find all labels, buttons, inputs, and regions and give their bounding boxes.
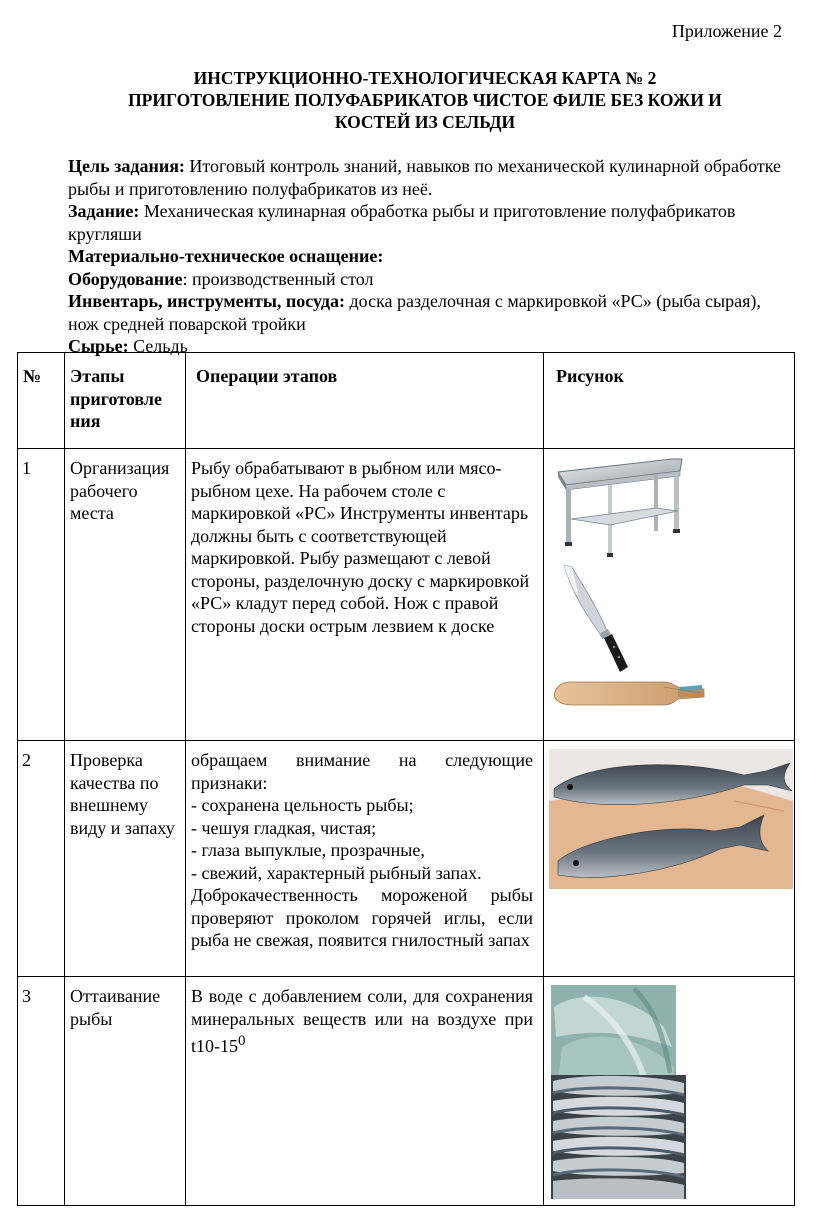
steel-work-table-image [544,449,795,741]
ops-item: - глаза выпуклые, прозрачные, [191,840,425,860]
raw-label: Сырье: [68,336,129,356]
task-paragraph [68,200,788,245]
stage-cell: Оттаивание рыбы [65,977,186,1206]
row-number: 2 [18,741,65,977]
degree-superscript: 0 [238,1033,246,1049]
operations-cell: Рыбу обрабатывают в рыбном или мясо-рыбном цехе. На рабочем столе с маркировкой «РС» Инструменты инвентарь должны быть с соответствующей маркировкой. Рыбу размещают с левой стороны, разделочную доску с маркировкой «РС» кладут перед собой. Нож с правой стороны доски острым лезвием к доске [186,449,544,741]
table-header-row [18,353,795,449]
ops-intro: обращаем внимание на следующие признаки: [191,750,533,793]
row-number: 1 [18,449,65,741]
tools-text: доска разделочная с маркировкой «РС» (рыба сырая), нож средней поварской тройки [68,291,761,334]
operations-cell [186,741,544,977]
header-stage: Этапы приготовле ния [65,353,186,449]
row-number: 3 [18,977,65,1206]
ops-item: - свежий, характерный рыбный запах. [191,862,482,883]
goal-paragraph [68,155,788,200]
cutting-board-image [554,682,704,705]
thawing-fish-image [551,985,676,1081]
document-title [60,67,790,133]
header-num: № [18,353,65,449]
table-row [18,741,795,977]
goal-text: Итоговый контроль знаний, навыков по механической кулинарной обработке рыбы и приготовлению полуфабрикатов из неё. [68,156,782,199]
ops-item: - сохранена цельность рыбы; [191,795,414,815]
header-operations: Операции этапов [186,353,544,449]
title-line-1: ИНСТРУКЦИОННО-ТЕХНОЛОГИЧЕСКАЯ КАРТА № 2 [193,68,657,88]
ops-outro: Доброкачественность мороженой рыбы проверяют проколом горячей иглы, если рыба не свежая, появится гнилостный запах [191,885,533,950]
picture-cell [544,449,795,741]
task-text: Механическая кулинарная обработка рыбы и приготовление полуфабрикатов кругляши [68,201,736,244]
tools-paragraph [68,290,788,335]
stage-cell: Организация рабочего места [65,449,186,741]
picture-cell [544,977,795,1206]
table-row [18,449,795,741]
herring-stack-image [551,1075,686,1199]
equipment-label: Оборудование [68,268,183,289]
raw-text: Сельдь [128,336,188,356]
equipment-text: : производственный стол [182,268,374,289]
chef-knife-image [564,565,628,672]
stage-cell: Проверка качества по внешнему виду и запаху [65,741,186,977]
ops-item: - чешуя гладкая, чистая; [191,817,377,838]
herring-on-board-image [544,741,795,977]
technology-table [17,352,795,1206]
equipment-heading: Материально-техническое оснащение: [68,246,384,266]
task-label: Задание: [68,201,140,221]
appendix-label: Приложение 2 [671,21,782,41]
title-line-3: КОСТЕЙ ИЗ СЕЛЬДИ [334,112,516,132]
header-picture: Рисунок [544,353,795,449]
tools-label: Инвентарь, инструменты, посуда: [68,291,345,311]
equipment-paragraph [68,268,788,291]
operations-cell [186,977,544,1206]
thawing-text: В воде с добавлением соли, для сохранения минеральных веществ или на воздухе при t10-15 [191,986,533,1056]
title-line-2: ПРИГОТОВЛЕНИЕ ПОЛУФАБРИКАТОВ ЧИСТОЕ ФИЛЕ БЕЗ КОЖИ И [128,90,722,110]
table-row [18,977,795,1206]
goal-label: Цель задания: [68,156,185,176]
task-intro [68,155,788,358]
picture-cell [544,741,795,977]
